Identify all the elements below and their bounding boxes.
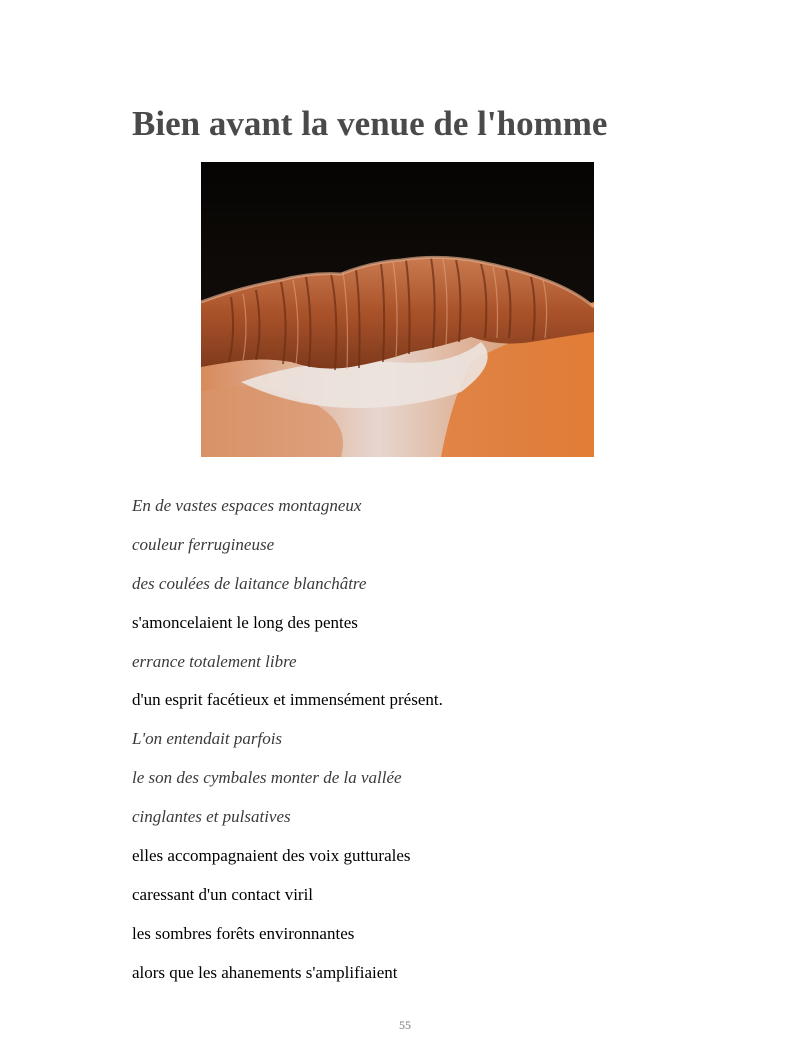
page-number: 55 xyxy=(399,1018,411,1032)
poem-line: caressant d'un contact viril xyxy=(132,884,314,904)
poem-line: s'amoncelaient le long des pentes xyxy=(132,612,358,632)
poem-line: En de vastes espaces montagneux xyxy=(132,496,362,515)
poem xyxy=(132,492,732,998)
poem-line: couleur ferrugineuse xyxy=(132,534,275,554)
poem-line: L'on entendait parfois xyxy=(132,729,283,749)
poem-line: d'un esprit facétieux et immensément présent. xyxy=(132,690,443,710)
poem-line: les sombres forêts environnantes xyxy=(132,923,355,943)
poem-line: cinglantes et pulsatives xyxy=(132,807,291,827)
poem-line: le son des cymbales monter de la vallée xyxy=(132,768,402,788)
cave-rock-formation-photo xyxy=(201,162,594,457)
poem-line: des coulées de laitance blanchâtre xyxy=(132,573,367,593)
poem-line: alors que les ahanements s'amplifiaient xyxy=(132,962,398,982)
poem-line: errance totalement libre xyxy=(132,651,297,671)
poem-line: elles accompagnaient des voix gutturales xyxy=(132,846,411,866)
page-title: Bien avant la venue de l'homme xyxy=(132,104,608,143)
